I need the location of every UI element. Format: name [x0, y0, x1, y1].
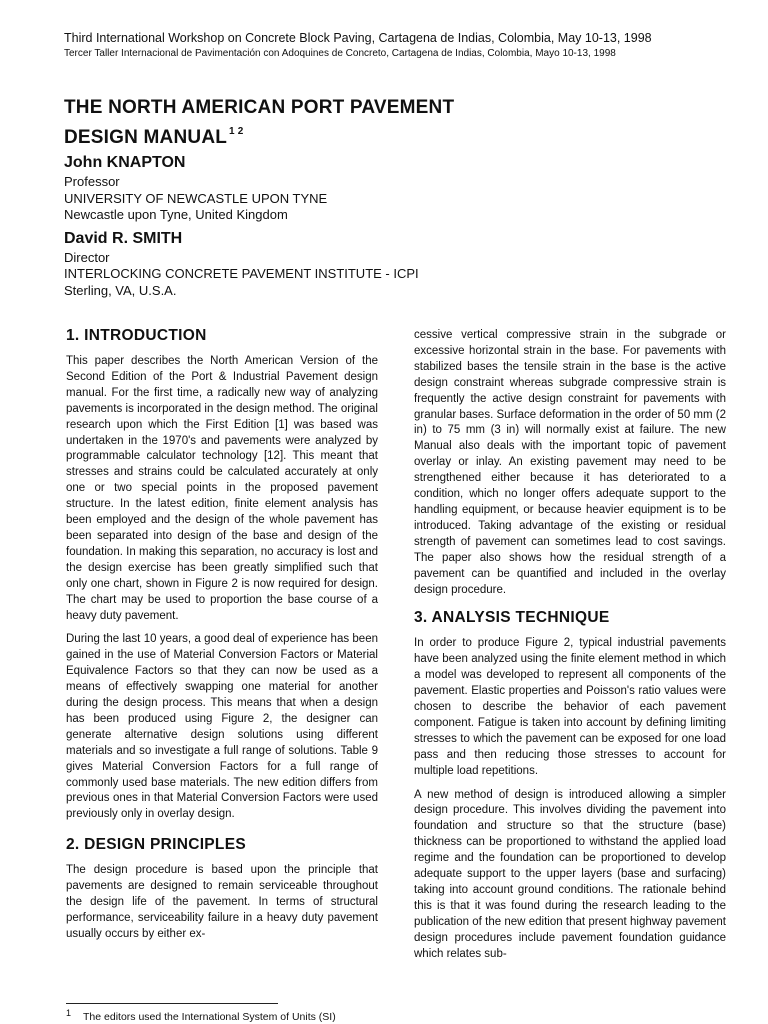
header-english: Third International Workshop on Concrete Block Paving, Cartagena de Indias, Colombia, May 10-13, 1998 — [64, 31, 652, 45]
section-heading-analysis-technique: 3. ANALYSIS TECHNIQUE — [414, 609, 610, 627]
author-2 — [64, 228, 664, 300]
header-spanish: Tercer Taller Internacional de Pavimentación con Adoquines de Concreto, Cartagena de Indias, Colombia, Mayo 10-13, 1998 — [64, 48, 616, 59]
right-column — [414, 328, 726, 963]
author-role: Director — [64, 249, 110, 265]
author-location: Sterling, VA, U.S.A. — [64, 282, 177, 298]
author-list — [64, 152, 664, 299]
analysis-paragraph-2: A new method of design is introduced allowing a simpler design procedure. This involves dividing the pavement into foundation and structure so that the structure (base) thickness can be proportioned to withstand the applied load regime and the foundation can be proportioned to develop adequate support to the upper layers (base and surfacing) taking into account ground conditions. The rationale behind this is that it was found during the research leading to the publication of the new edition that present highway pavement design procedures include pavement foundation guidance which relates sub- — [414, 788, 726, 960]
running-header — [64, 30, 744, 60]
intro-paragraph-1: This paper describes the North American Version of the Second Edition of the Port & Industrial Pavement design manual. For the first time, a radically new way of analyzing pavements is incorporated in the design method. The original research upon which the First Edition [1] was based was undertaken in the 1970's and pavements were analyzed by programmable calculator technology [12]. This meant that stresses and strains could be calculated accurately at only one or two special points in the proposed pavement structure. In the latest edition, finite element analysis has been employed and the design of the whole pavement has been separated into design of the base and design of the foundation. In making this separation, no accuracy is lost and the design exercise has been greatly simplified such that only one chart, shown in Figure 2 is now required for design. The chart may be used to proportion the base course of a heavy duty pavement. — [66, 355, 378, 622]
footnote-divider — [66, 1003, 278, 1004]
section-heading-design-principles: 2. DESIGN PRINCIPLES — [66, 836, 246, 854]
section-heading-introduction: 1. INTRODUCTION — [66, 327, 207, 344]
author-location: Newcastle upon Tyne, United Kingdom — [64, 207, 288, 222]
author-name: David R. SMITH — [64, 229, 183, 247]
footnote-mark: 1 — [66, 1008, 72, 1018]
design-paragraph-1: The design procedure is based upon the principle that pavements are designed to remain serviceable throughout the design life of the pavement. In terms of structural performance, serviceability failure in a heavy duty pavement usually occurs by either ex- — [66, 864, 378, 940]
intro-paragraph-2: During the last 10 years, a good deal of experience has been gained in the use of Material Conversion Factors or Material Equivalence Factors so that they can now be used as a means of effectively swapping one material for another during the design process. This means that when a design has been produced using Figure 2, the designer can generate alternative design solutions using different materials and so investigate a full range of solutions. Table 9 gives Material Conversion Factors for a full range of commonly used base materials. The new edition differs from previous ones in that Material Conversion Factors were used previously only in overlay design. — [66, 633, 378, 821]
author-1 — [64, 152, 664, 224]
paper-title — [64, 96, 624, 150]
author-name: John KNAPTON — [64, 154, 186, 171]
author-role: Professor — [64, 174, 120, 189]
design-paragraph-1-continued: cessive vertical compressive strain in the subgrade or excessive horizontal strain in the base. For pavements with stabilized bases the tensile strain in the base is the active design constraint whereas subgrade compressive strain is frequently the active design constraint for pavements with granular bases. Surface deformation in the order of 50 mm (2 in) to 75 mm (3 in) will normally exist at failure. The new Manual also deals with the important topic of pavement overlay or inlay. An existing pavement may need to be strengthened either because it has deteriorated to a condition, which no longer offers adequate support to the handling equipment, or because heavier equipment is to be introduced. Taking advantage of the existing or residual strength of pavement can sometimes lead to cost savings. The paper also shows how the residual strength of a pavement can be quantified and included in the overlay design procedure. — [414, 329, 726, 596]
footnote — [66, 1006, 386, 1024]
title-line-2 — [64, 120, 624, 150]
title-line-1: THE NORTH AMERICAN PORT PAVEMENT — [64, 97, 455, 118]
analysis-paragraph-1: In order to produce Figure 2, typical industrial pavements have been analyzed using the finite element method in which a model was developed to represent all components of the pavement. Elastic properties and Poisson's ratio values were chosen to describe the behavior of each pavement component. Fatigue is taken into account by defining limiting stresses to which the pavement can be exposed for one load pass and then reducing those stresses to account for multiple load repetitions. — [414, 637, 726, 777]
footnote-text: The editors used the International System of Units (SI) — [83, 1011, 336, 1023]
author-institution: INTERLOCKING CONCRETE PAVEMENT INSTITUTE - ICPI — [64, 266, 419, 281]
title-line-2-text: DESIGN MANUAL — [64, 127, 228, 148]
left-column — [66, 326, 378, 943]
author-institution: UNIVERSITY OF NEWCASTLE UPON TYNE — [64, 190, 328, 206]
title-footnote-marks: 1 2 — [229, 126, 244, 137]
